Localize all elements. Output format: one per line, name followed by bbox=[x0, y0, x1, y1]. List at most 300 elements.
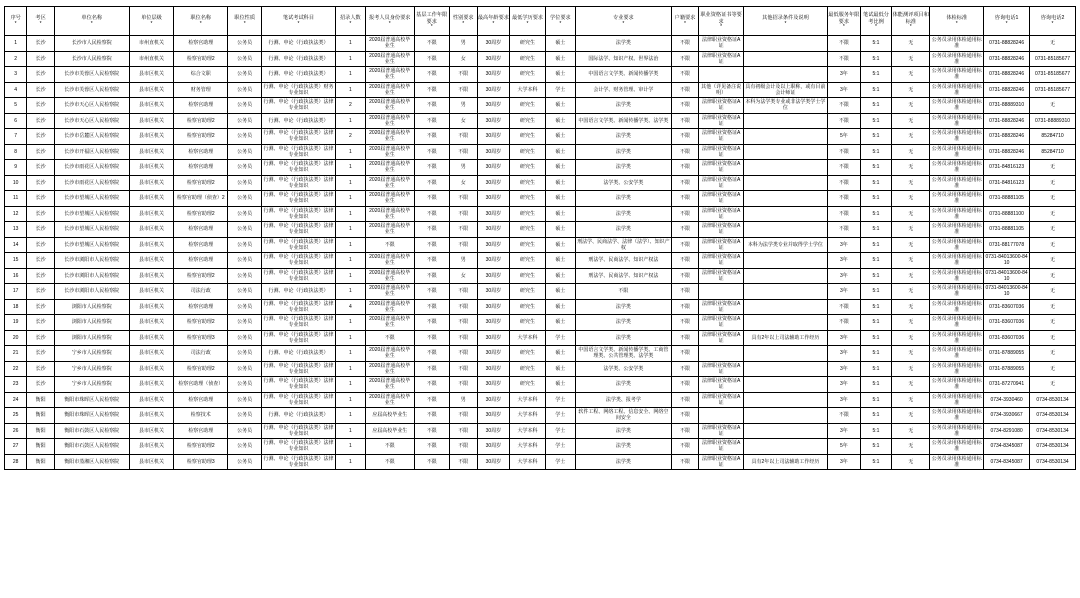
column-header-5: 职位性质 * bbox=[228, 7, 262, 36]
cell-11: 30周岁 bbox=[477, 299, 510, 315]
cell-18: 不限 bbox=[827, 98, 860, 114]
cell-10: 不限 bbox=[449, 222, 477, 238]
cell-3: 县市区机关 bbox=[129, 206, 174, 222]
cell-21: 公务员录用体检通用标准 bbox=[931, 347, 982, 360]
cell-20: 无 bbox=[892, 299, 930, 315]
row-index: 10 bbox=[5, 175, 27, 191]
cell-2: 衡阳市石鼓区人民检察院 bbox=[54, 439, 129, 455]
cell-16: 法律职业资格证A证 bbox=[699, 51, 744, 67]
cell-22: 0731-88828246 bbox=[984, 67, 1030, 83]
cell-12: 研究生 bbox=[510, 191, 545, 207]
cell-8: 应届高校毕业生 bbox=[365, 408, 414, 424]
cell-18: 不限 bbox=[827, 51, 860, 67]
cell-22: 0731-87889055 bbox=[984, 361, 1030, 377]
cell-8: 2020届普通高校毕业生 bbox=[365, 144, 414, 160]
cell-19: 5:1 bbox=[860, 129, 892, 145]
cell-12: 大学本科 bbox=[510, 408, 545, 424]
cell-13: 硕士 bbox=[545, 36, 575, 52]
cell-14: 刑法学、民商法学、知识产权法 bbox=[575, 268, 671, 284]
cell-7: 1 bbox=[335, 113, 365, 129]
cell-20: 无 bbox=[892, 237, 930, 253]
table-row bbox=[5, 113, 1076, 129]
table-header-row bbox=[5, 7, 1076, 36]
cell-12: 研究生 bbox=[510, 377, 545, 393]
cell-5: 公务员 bbox=[228, 423, 262, 439]
cell-9: 不限 bbox=[414, 113, 449, 129]
cell-17 bbox=[743, 160, 827, 176]
cell-21: 公务员录用体检通用标准 bbox=[931, 424, 982, 437]
cell-15: 不限 bbox=[671, 439, 699, 455]
cell-9: 不限 bbox=[414, 98, 449, 114]
row-index: 13 bbox=[5, 222, 27, 238]
cell-3: 县市区机关 bbox=[129, 299, 174, 315]
cell-9: 不限 bbox=[414, 377, 449, 393]
cell-10: 不限 bbox=[449, 361, 477, 377]
cell-16 bbox=[699, 67, 744, 83]
cell-20: 无 bbox=[892, 423, 930, 439]
cell-3: 县市区机关 bbox=[129, 361, 174, 377]
cell-3: 县市区机关 bbox=[129, 439, 174, 455]
cell-18: 3年 bbox=[827, 67, 860, 83]
row-index: 1 bbox=[5, 36, 27, 52]
cell-10: 不限 bbox=[449, 144, 477, 160]
cell-19: 5:1 bbox=[860, 237, 892, 253]
cell-23: 无 bbox=[1030, 299, 1076, 315]
cell-14: 软件工程、网络工程、信息安全、网络空间安全 bbox=[575, 408, 671, 424]
column-header-12: 最低学历要求 * bbox=[510, 7, 545, 36]
cell-19: 5:1 bbox=[860, 361, 892, 377]
cell-4: 检察官助理 bbox=[174, 144, 228, 160]
cell-10: 不限 bbox=[449, 206, 477, 222]
cell-13: 硕士 bbox=[545, 284, 575, 300]
cell-9: 不限 bbox=[414, 160, 449, 176]
cell-16: 法律职业资格证A证 bbox=[699, 377, 744, 393]
cell-12: 大学本科 bbox=[510, 82, 545, 98]
cell-19: 5:1 bbox=[860, 408, 892, 424]
cell-15: 不限 bbox=[671, 36, 699, 52]
cell-3: 市州直机关 bbox=[129, 51, 174, 67]
cell-10: 不限 bbox=[449, 299, 477, 315]
cell-5: 公务员 bbox=[228, 129, 262, 145]
cell-5: 公务员 bbox=[228, 346, 262, 362]
cell-19: 5:1 bbox=[860, 377, 892, 393]
table-row bbox=[5, 253, 1076, 269]
cell-4: 检察官助理2 bbox=[174, 361, 228, 377]
cell-23: 无 bbox=[1030, 175, 1076, 191]
cell-15: 不限 bbox=[671, 51, 699, 67]
cell-7: 1 bbox=[335, 206, 365, 222]
cell-17 bbox=[743, 129, 827, 145]
cell-22: 0731-87889055 bbox=[984, 346, 1030, 362]
column-header-18: 最低服务年限要求 * bbox=[827, 7, 860, 36]
cell-15: 不限 bbox=[671, 315, 699, 331]
cell-10: 不限 bbox=[449, 439, 477, 455]
cell-17 bbox=[743, 36, 827, 52]
cell-5: 公务员 bbox=[228, 206, 262, 222]
cell-14: 法学类 bbox=[575, 98, 671, 114]
cell-21: 公务员录用体检通用标准 bbox=[931, 285, 982, 298]
cell-6: 行测、申论（行政执法类） bbox=[262, 346, 336, 362]
cell-7: 1 bbox=[335, 237, 365, 253]
cell-16 bbox=[699, 346, 744, 362]
cell-14: 中国语言文学类、新闻传播学类、法学类 bbox=[575, 113, 671, 129]
cell-5: 公务员 bbox=[228, 237, 262, 253]
cell-8: 不限 bbox=[365, 330, 414, 346]
cell-10: 不限 bbox=[449, 67, 477, 83]
cell-16: 法律职业资格证A证 bbox=[699, 144, 744, 160]
cell-1: 衡阳 bbox=[27, 392, 55, 408]
cell-19: 5:1 bbox=[860, 299, 892, 315]
cell-21: 公务员录用体检通用标准 bbox=[931, 130, 982, 143]
cell-23: 85284710 bbox=[1030, 144, 1076, 160]
cell-22: 0731-87270941 bbox=[984, 377, 1030, 393]
cell-5: 公务员 bbox=[228, 377, 262, 393]
cell-8: 2020届普通高校毕业生 bbox=[365, 175, 414, 191]
cell-2: 浏阳市人民检察院 bbox=[54, 315, 129, 331]
cell-8: 不限 bbox=[365, 454, 414, 470]
cell-18: 不限 bbox=[827, 299, 860, 315]
cell-11: 30周岁 bbox=[477, 253, 510, 269]
cell-17 bbox=[743, 439, 827, 455]
cell-4: 检察官助理 bbox=[174, 98, 228, 114]
cell-21: 公务员录用体检通用标准 bbox=[931, 145, 982, 158]
cell-12: 研究生 bbox=[510, 346, 545, 362]
cell-1: 长沙 bbox=[27, 206, 55, 222]
cell-18: 5年 bbox=[827, 439, 860, 455]
cell-22: 0734-8345087 bbox=[984, 439, 1030, 455]
cell-8: 2020届普通高校毕业生 bbox=[365, 206, 414, 222]
column-header-2: 单位名称 * bbox=[54, 7, 129, 36]
cell-8: 2020届普通高校毕业生 bbox=[365, 315, 414, 331]
cell-21: 公务员录用体检通用标准 bbox=[931, 223, 982, 236]
cell-19: 5:1 bbox=[860, 191, 892, 207]
cell-22: 0731-88177078 bbox=[984, 237, 1030, 253]
cell-10: 男 bbox=[449, 392, 477, 408]
cell-2: 宁乡市人民检察院 bbox=[54, 346, 129, 362]
cell-16: 法律职业资格证A证 bbox=[699, 160, 744, 176]
cell-8: 应届高校毕业生 bbox=[365, 423, 414, 439]
cell-17 bbox=[743, 268, 827, 284]
cell-14: 中国语言文学类、新闻传播学类 bbox=[575, 67, 671, 83]
cell-11: 30周岁 bbox=[477, 408, 510, 424]
cell-23: 无 bbox=[1030, 160, 1076, 176]
table-row bbox=[5, 423, 1076, 439]
cell-14: 中国语言文学类、新闻传播学类、工商管理类、公共管理类、法学类 bbox=[575, 346, 671, 362]
cell-8: 2020届普通高校毕业生 bbox=[365, 98, 414, 114]
cell-3: 县市区机关 bbox=[129, 454, 174, 470]
cell-14: 法学类 bbox=[575, 439, 671, 455]
cell-19: 5:1 bbox=[860, 206, 892, 222]
cell-1: 长沙 bbox=[27, 175, 55, 191]
cell-1: 长沙 bbox=[27, 253, 55, 269]
cell-21: 公务员录用体检通用标准 bbox=[931, 83, 982, 96]
cell-6: 行测、申论（行政执法类） bbox=[262, 67, 336, 83]
cell-14: 法学类、报考学 bbox=[575, 392, 671, 408]
cell-16: 法律职业资格证A证 bbox=[699, 237, 744, 253]
cell-2: 长沙市雨花区人民检察院 bbox=[54, 175, 129, 191]
cell-23: 无 bbox=[1030, 98, 1076, 114]
cell-10: 不限 bbox=[449, 315, 477, 331]
cell-22: 0731-88881105 bbox=[984, 191, 1030, 207]
cell-5: 公务员 bbox=[228, 253, 262, 269]
cell-2: 长沙市望城区人民检察院 bbox=[54, 206, 129, 222]
cell-20: 无 bbox=[892, 361, 930, 377]
cell-4: 检察官助理2 bbox=[174, 315, 228, 331]
cell-7: 1 bbox=[335, 315, 365, 331]
cell-2: 长沙市岳麓区人民检察院 bbox=[54, 129, 129, 145]
cell-17 bbox=[743, 253, 827, 269]
column-header-19: 笔试最低分考比例 * bbox=[860, 7, 892, 36]
cell-2: 长沙市天心区人民检察院 bbox=[54, 113, 129, 129]
cell-15: 不限 bbox=[671, 268, 699, 284]
cell-6: 行测、申论（行政执法类）法律专业知识 bbox=[263, 223, 334, 236]
cell-20: 无 bbox=[892, 346, 930, 362]
cell-21: 公务员录用体检通用标准 bbox=[931, 254, 982, 267]
cell-10: 不限 bbox=[449, 408, 477, 424]
cell-8: 2020届普通高校毕业生 bbox=[365, 377, 414, 393]
cell-18: 不限 bbox=[827, 315, 860, 331]
cell-15: 不限 bbox=[671, 361, 699, 377]
cell-8: 2020届普通高校毕业生 bbox=[365, 268, 414, 284]
cell-8: 2020届普通高校毕业生 bbox=[365, 222, 414, 238]
column-header-10: 性别要求 * bbox=[449, 7, 477, 36]
cell-7: 1 bbox=[335, 423, 365, 439]
cell-8: 不限 bbox=[365, 237, 414, 253]
cell-5: 公务员 bbox=[228, 51, 262, 67]
row-index: 15 bbox=[5, 253, 27, 269]
table-body bbox=[5, 36, 1076, 470]
cell-12: 研究生 bbox=[510, 144, 545, 160]
cell-17 bbox=[743, 67, 827, 83]
table-row bbox=[5, 361, 1076, 377]
cell-8: 2020届普通高校毕业生 bbox=[365, 51, 414, 67]
cell-11: 30周岁 bbox=[477, 346, 510, 362]
cell-19: 5:1 bbox=[860, 222, 892, 238]
cell-23: 0734-8530134 bbox=[1030, 439, 1076, 455]
cell-5: 公务员 bbox=[228, 113, 262, 129]
cell-9: 不限 bbox=[414, 222, 449, 238]
cell-4: 检察官助理2 bbox=[174, 206, 228, 222]
cell-21: 公务员录用体检通用标准 bbox=[931, 176, 982, 189]
cell-10: 不限 bbox=[449, 237, 477, 253]
cell-10: 不限 bbox=[449, 454, 477, 470]
table-row bbox=[5, 268, 1076, 284]
cell-21: 公务员录用体检通用标准 bbox=[931, 316, 982, 329]
cell-20: 无 bbox=[892, 98, 930, 114]
cell-18: 5年 bbox=[827, 129, 860, 145]
cell-4: 司法行政 bbox=[174, 284, 228, 300]
table-row bbox=[5, 98, 1076, 114]
cell-21: 公务员录用体检通用标准 bbox=[931, 440, 982, 453]
cell-5: 公务员 bbox=[228, 222, 262, 238]
cell-1: 长沙 bbox=[27, 191, 55, 207]
cell-7: 1 bbox=[335, 160, 365, 176]
cell-4: 检察官助理2 bbox=[174, 51, 228, 67]
table-row bbox=[5, 175, 1076, 191]
cell-8: 2020届普通高校毕业生 bbox=[365, 67, 414, 83]
column-header-1: 考区 * bbox=[27, 7, 55, 36]
cell-17 bbox=[743, 175, 827, 191]
cell-7: 1 bbox=[335, 67, 365, 83]
cell-7: 1 bbox=[335, 144, 365, 160]
cell-2: 宁乡市人民检察院 bbox=[54, 361, 129, 377]
cell-22: 0731-83607036 bbox=[984, 315, 1030, 331]
cell-23: 无 bbox=[1030, 377, 1076, 393]
column-header-9: 基层工作年限要求 * bbox=[414, 7, 449, 36]
cell-20: 无 bbox=[892, 144, 930, 160]
cell-10: 女 bbox=[449, 175, 477, 191]
cell-20: 无 bbox=[892, 392, 930, 408]
cell-7: 1 bbox=[335, 361, 365, 377]
cell-23: 无 bbox=[1030, 222, 1076, 238]
cell-14: 不限 bbox=[575, 284, 671, 300]
cell-6: 行测、申论（行政执法类）法律专业知识 bbox=[263, 254, 334, 267]
cell-23: 无 bbox=[1030, 36, 1076, 52]
cell-23: 无 bbox=[1030, 237, 1076, 253]
cell-4: 财务管理 bbox=[174, 82, 228, 98]
cell-19: 5:1 bbox=[860, 423, 892, 439]
cell-4: 检察官助理3 bbox=[174, 330, 228, 346]
cell-10: 女 bbox=[449, 51, 477, 67]
cell-7: 1 bbox=[335, 284, 365, 300]
cell-2: 浏阳市人民检察院 bbox=[54, 299, 129, 315]
row-index: 4 bbox=[5, 82, 27, 98]
cell-15: 不限 bbox=[671, 454, 699, 470]
cell-6: 行测、申论（行政执法类） bbox=[262, 113, 336, 129]
cell-2: 衡阳市蒸湘区人民检察院 bbox=[54, 454, 129, 470]
cell-3: 县市区机关 bbox=[129, 160, 174, 176]
cell-7: 4 bbox=[335, 299, 365, 315]
row-index: 20 bbox=[5, 330, 27, 346]
cell-18: 不限 bbox=[827, 144, 860, 160]
cell-9: 不限 bbox=[414, 408, 449, 424]
table-row bbox=[5, 439, 1076, 455]
cell-20: 无 bbox=[892, 160, 930, 176]
cell-11: 30周岁 bbox=[477, 160, 510, 176]
cell-18: 不限 bbox=[827, 408, 860, 424]
cell-18: 3年 bbox=[827, 346, 860, 362]
cell-3: 县市区机关 bbox=[129, 346, 174, 362]
cell-1: 长沙 bbox=[27, 361, 55, 377]
recruitment-table bbox=[4, 6, 1076, 470]
column-header-3: 单位层级 * bbox=[129, 7, 174, 36]
cell-7: 1 bbox=[335, 408, 365, 424]
column-header-4: 职位名称 * bbox=[174, 7, 228, 36]
cell-5: 公务员 bbox=[228, 299, 262, 315]
cell-11: 30周岁 bbox=[477, 315, 510, 331]
cell-21: 公务员录用体检通用标准 bbox=[931, 52, 982, 65]
table-row bbox=[5, 82, 1076, 98]
cell-10: 不限 bbox=[449, 129, 477, 145]
cell-12: 研究生 bbox=[510, 98, 545, 114]
row-index: 26 bbox=[5, 423, 27, 439]
cell-4: 检察官助理 bbox=[174, 299, 228, 315]
cell-22: 0731-88828246 bbox=[984, 82, 1030, 98]
cell-14: 国际法学、知识产权、世界法治 bbox=[575, 51, 671, 67]
cell-2: 长沙市雨花区人民检察院 bbox=[54, 160, 129, 176]
cell-23: 无 bbox=[1030, 346, 1076, 362]
cell-21: 公务员录用体检通用标准 bbox=[931, 99, 982, 112]
cell-14: 法学类 bbox=[575, 144, 671, 160]
cell-3: 县市区机关 bbox=[129, 98, 174, 114]
row-index: 8 bbox=[5, 144, 27, 160]
cell-23: 无 bbox=[1030, 330, 1076, 346]
cell-12: 研究生 bbox=[510, 237, 545, 253]
cell-11: 30周岁 bbox=[477, 222, 510, 238]
cell-9: 不限 bbox=[414, 206, 449, 222]
cell-9: 不限 bbox=[414, 439, 449, 455]
cell-12: 研究生 bbox=[510, 51, 545, 67]
cell-22: 0734-3930460 bbox=[984, 392, 1030, 408]
cell-9: 不限 bbox=[414, 454, 449, 470]
cell-20: 无 bbox=[892, 206, 930, 222]
cell-6: 行测、申论（行政执法类）法律专业知识 bbox=[263, 269, 334, 282]
cell-22: 0731-88828246 bbox=[984, 129, 1030, 145]
row-index: 27 bbox=[5, 439, 27, 455]
column-header-13: 学位要求 * bbox=[545, 7, 575, 36]
cell-18: 3年 bbox=[827, 284, 860, 300]
cell-5: 公务员 bbox=[228, 144, 262, 160]
cell-12: 大学本科 bbox=[510, 423, 545, 439]
cell-9: 不限 bbox=[414, 284, 449, 300]
cell-17 bbox=[743, 408, 827, 424]
cell-13: 硕士 bbox=[545, 191, 575, 207]
cell-1: 长沙 bbox=[27, 315, 55, 331]
cell-20: 无 bbox=[892, 439, 930, 455]
cell-19: 5:1 bbox=[860, 284, 892, 300]
cell-22: 0731-84816123 bbox=[984, 160, 1030, 176]
cell-23: 无 bbox=[1030, 206, 1076, 222]
cell-20: 无 bbox=[892, 315, 930, 331]
cell-14: 法学类 bbox=[575, 206, 671, 222]
cell-13: 硕士 bbox=[545, 206, 575, 222]
table-row bbox=[5, 129, 1076, 145]
cell-9: 不限 bbox=[414, 175, 449, 191]
cell-22: 0734-8345087 bbox=[984, 454, 1030, 470]
cell-9: 不限 bbox=[414, 82, 449, 98]
cell-15: 不限 bbox=[671, 408, 699, 424]
cell-11: 30周岁 bbox=[477, 98, 510, 114]
cell-12: 研究生 bbox=[510, 129, 545, 145]
cell-5: 公务员 bbox=[228, 191, 262, 207]
cell-4: 检察官助理2 bbox=[174, 113, 228, 129]
cell-22: 0731-88881105 bbox=[984, 222, 1030, 238]
cell-17: 具有2年以上司法辅助工作经历 bbox=[743, 330, 827, 346]
cell-15: 不限 bbox=[671, 67, 699, 83]
cell-1: 长沙 bbox=[27, 144, 55, 160]
cell-23: 无 bbox=[1030, 361, 1076, 377]
cell-23: 0731-85185677 bbox=[1030, 82, 1076, 98]
cell-1: 长沙 bbox=[27, 222, 55, 238]
cell-20: 无 bbox=[892, 408, 930, 424]
cell-15: 不限 bbox=[671, 392, 699, 408]
cell-9: 不限 bbox=[414, 392, 449, 408]
cell-16: 法律职业资格证A证 bbox=[699, 299, 744, 315]
cell-11: 30周岁 bbox=[477, 113, 510, 129]
cell-7: 1 bbox=[335, 439, 365, 455]
cell-10: 女 bbox=[449, 268, 477, 284]
cell-13: 硕士 bbox=[545, 315, 575, 331]
cell-16: 法律职业资格证A证 bbox=[699, 175, 744, 191]
cell-9: 不限 bbox=[414, 268, 449, 284]
cell-8: 2020届普通高校毕业生 bbox=[365, 160, 414, 176]
cell-10: 不限 bbox=[449, 284, 477, 300]
cell-3: 县市区机关 bbox=[129, 392, 174, 408]
column-header-23: 咨询电话2 * bbox=[1030, 7, 1076, 36]
cell-10: 男 bbox=[449, 160, 477, 176]
cell-11: 30周岁 bbox=[477, 144, 510, 160]
cell-18: 3年 bbox=[827, 377, 860, 393]
